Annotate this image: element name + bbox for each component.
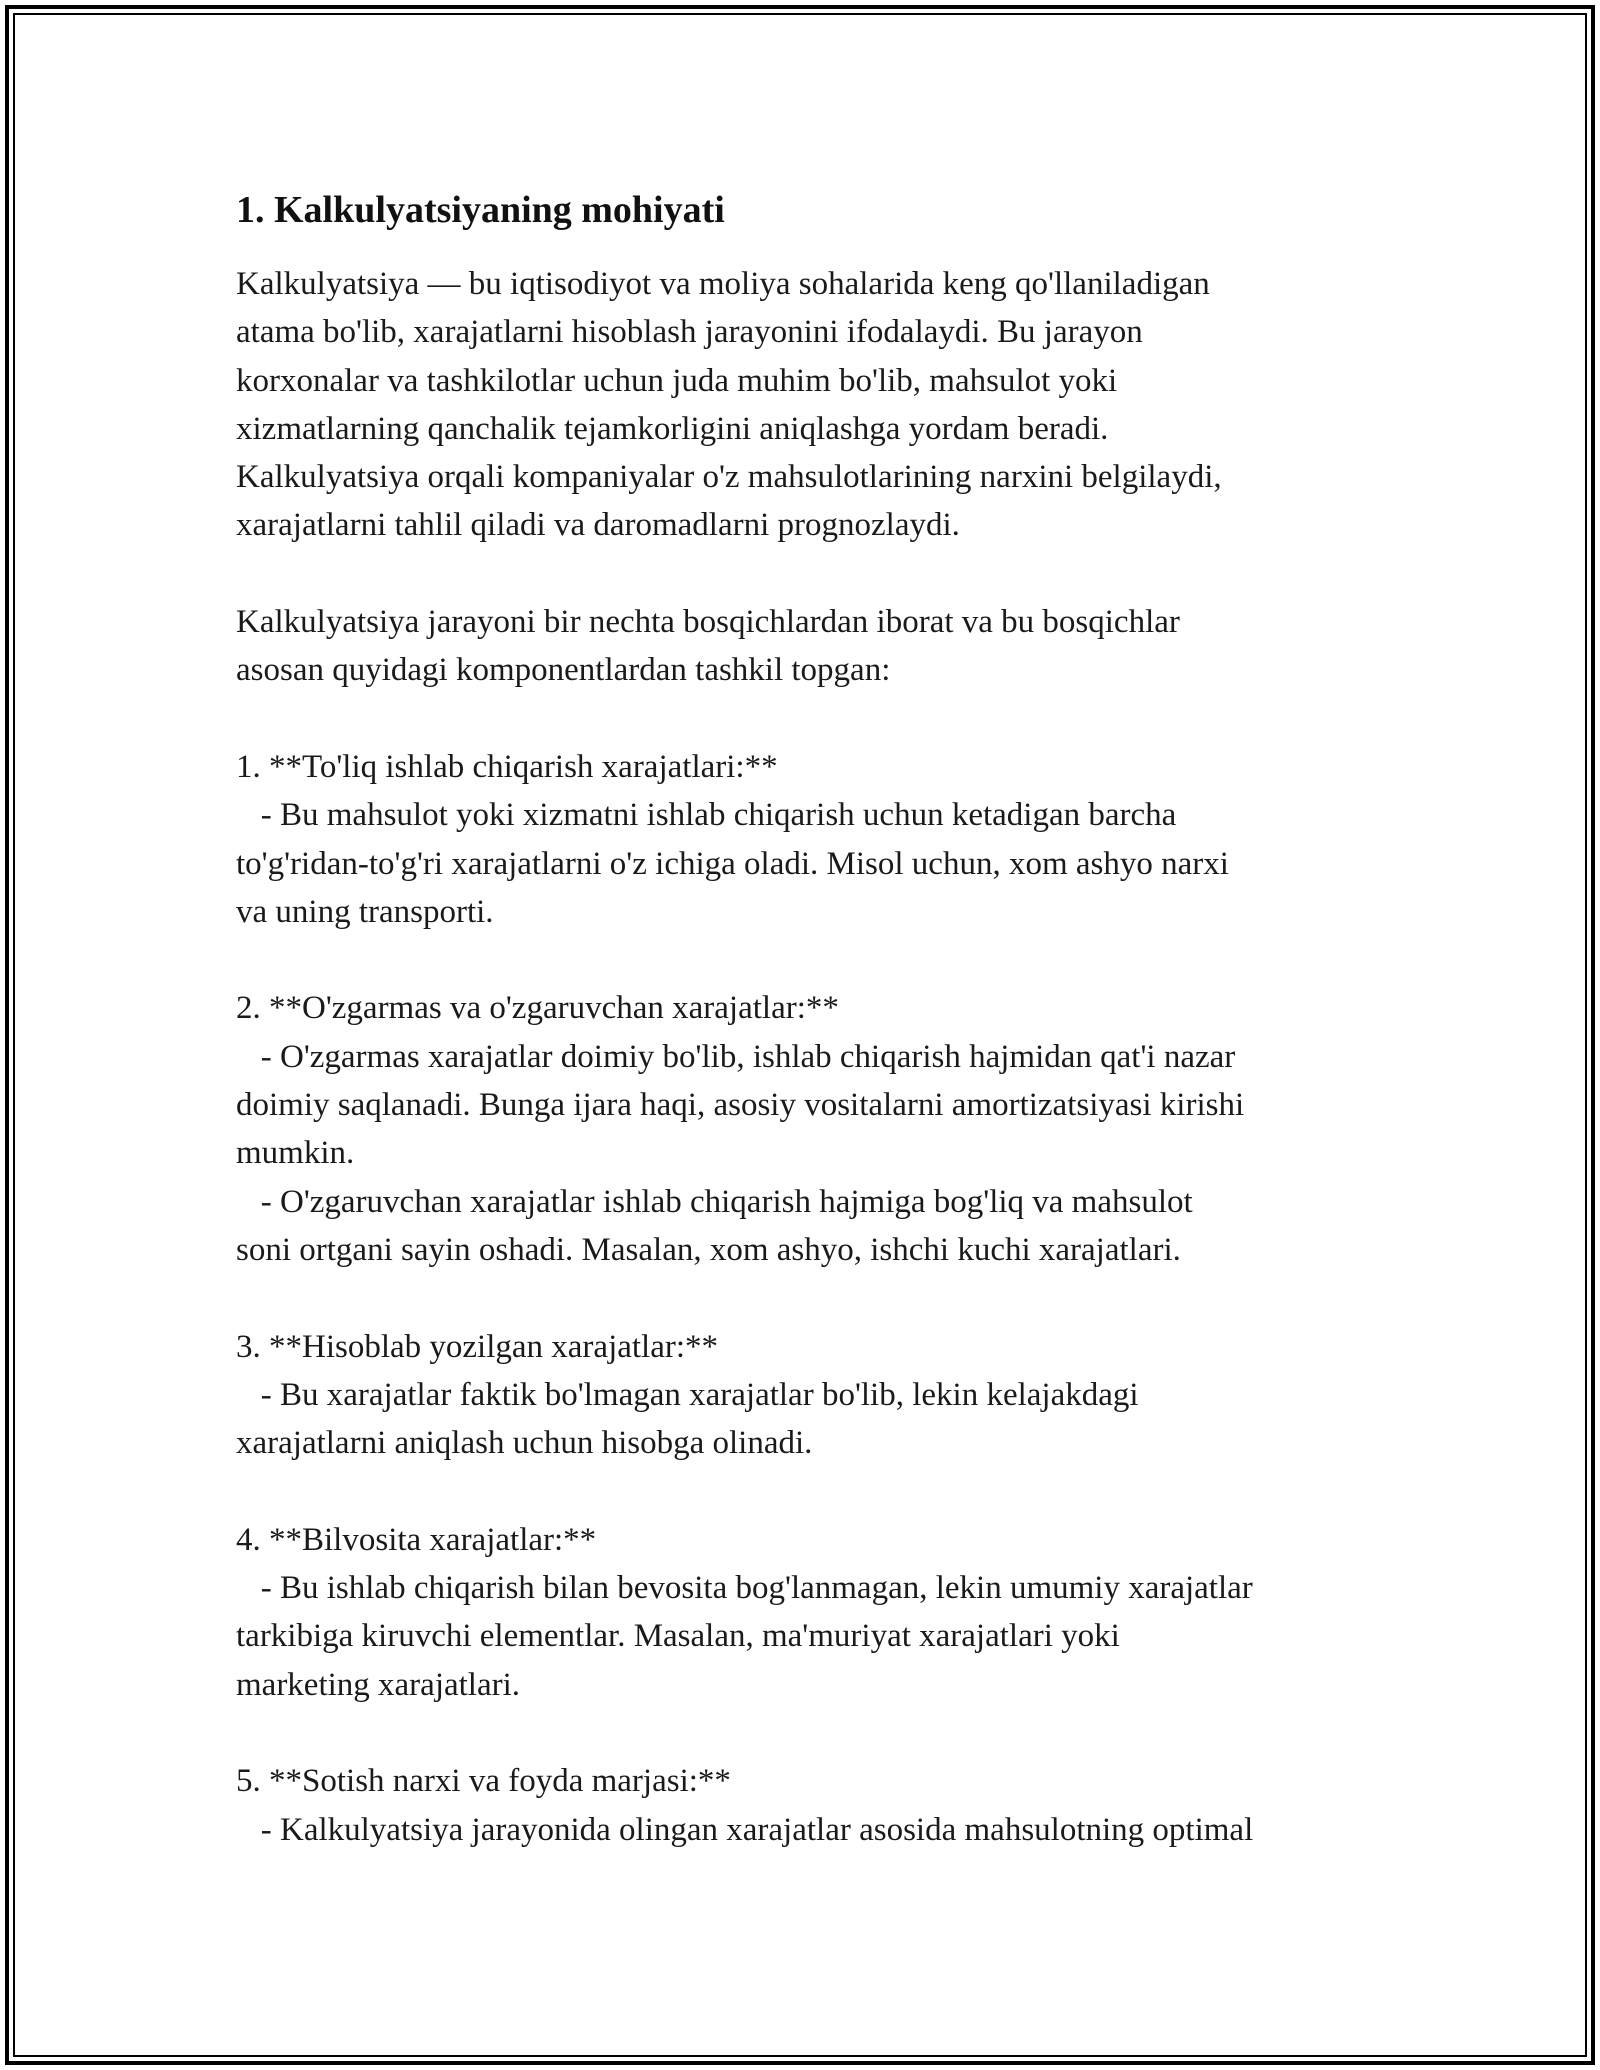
paragraph-gap xyxy=(236,550,1386,598)
document-title: 1. Kalkulyatsiyaning mohiyati xyxy=(236,189,725,231)
list-item-heading: 2. **O'zgarmas va o'zgaruvchan xarajatlar:** xyxy=(236,990,839,1027)
list-item-body: - Bu ishlab chiqarish bilan bevosita bog'lanmagan, lekin umumiy xarajatlar tarkibiga kiruvchi elementlar. Masalan, ma'muriyat xarajatlari yoki marketing xarajatlari. xyxy=(236,1570,1253,1703)
list-item-heading: 4. **Bilvosita xarajatlar:** xyxy=(236,1521,597,1558)
list-item-body: - Kalkulyatsiya jarayonida olingan xarajatlar asosida mahsulotning optimal xyxy=(236,1811,1254,1848)
paragraph-gap xyxy=(236,1274,1386,1322)
intro-paragraph: Kalkulyatsiya — bu iqtisodiyot va moliya sohalarida keng qo'llaniladigan atama bo'lib, xarajatlarni hisoblash jarayonini ifodalaydi. Bu jarayon korxonalar va tashkilotlar uchun juda muhim bo'lib, mahsulot yoki xizmatlarning qanchalik tejamkorligini aniqlashga yordam beradi. Kalkulyatsiya orqali kompaniyalar o'z mahsulotlarining narxini belgilaydi, xarajatlarni tahlil qiladi va daromadlarni prognozlaydi. xyxy=(236,266,1222,544)
paragraph-gap xyxy=(236,695,1386,743)
paragraph-gap xyxy=(236,936,1386,984)
list-item-1 xyxy=(236,743,1386,936)
list-item-3 xyxy=(236,1323,1386,1468)
document-body xyxy=(236,186,1386,1854)
list-item-body: - Bu mahsulot yoki xizmatni ishlab chiqarish uchun ketadigan barcha to'g'ridan-to'g'ri xarajatlarni o'z ichiga oladi. Misol uchun, xom ashyo narxi va uning transporti. xyxy=(236,797,1229,930)
lead-paragraph: Kalkulyatsiya jarayoni bir nechta bosqichlardan iborat va bu bosqichlar asosan quyidagi komponentlardan tashkil topgan: xyxy=(236,604,1180,689)
paragraph-gap xyxy=(236,1467,1386,1515)
list-item-heading: 3. **Hisoblab yozilgan xarajatlar:** xyxy=(236,1328,719,1365)
list-item-4 xyxy=(236,1516,1386,1709)
list-item-heading: 1. **To'liq ishlab chiqarish xarajatlari:** xyxy=(236,748,778,785)
list-item-2 xyxy=(236,984,1386,1274)
paragraph-gap xyxy=(236,1709,1386,1757)
list-item-body: - O'zgarmas xarajatlar doimiy bo'lib, ishlab chiqarish hajmidan qat'i nazar doimiy saqlanadi. Bunga ijara haqi, asosiy vositalarni amortizatsiyasi kirishi mumkin. - O'zgaruvchan xarajatlar ishlab chiqarish hajmiga bog'liq va mahsulot soni ortgani sayin oshadi. Masalan, xom ashyo, ishchi kuchi xarajatlari. xyxy=(236,1038,1245,1268)
list-item-heading: 5. **Sotish narxi va foyda marjasi:** xyxy=(236,1763,731,1800)
list-item-5 xyxy=(236,1757,1386,1854)
list-item-body: - Bu xarajatlar faktik bo'lmagan xarajatlar bo'lib, lekin kelajakdagi xarajatlarni aniqlash uchun hisobga olinadi. xyxy=(236,1376,1139,1462)
